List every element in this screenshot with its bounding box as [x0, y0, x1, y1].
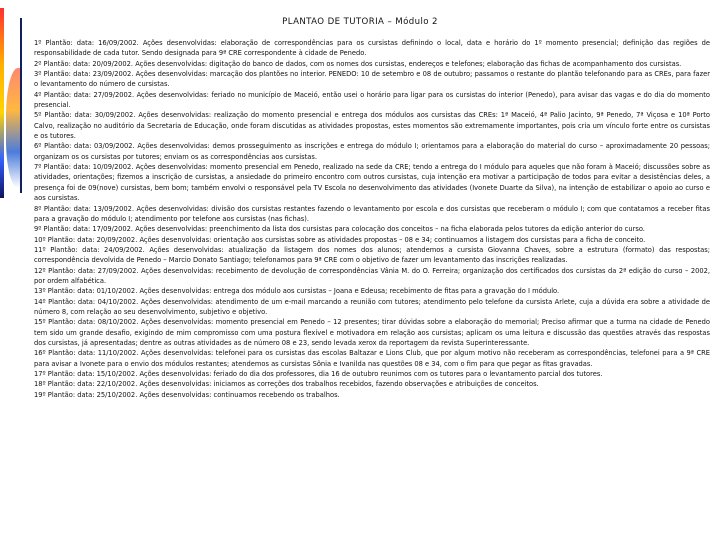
entry-2: 2º Plantão: data: 20/09/2002. Ações desenvolvidas: digitação do banco de dados, com os nomes dos cursistas, endereços e telefones; elaboração das fichas de acompanhamento dos cursistas. — [34, 59, 682, 68]
entry-6: 6º Plantão: data: 03/09/2002. Ações desenvolvidas: demos prosseguimento as inscrições e entrega do módulo I; orientamos para a elaboração do material do curso – aproximadamente 20 pessoas; organizam os os cursistas por tutores; enviam os as correspondências aos cursistas. — [34, 142, 710, 161]
entry-14: 14º Plantão: data: 04/10/2002. Ações desenvolvidas: atendimento de um e-mail marcando a reunião com tutores; atendimento pelo telefone da cursista Arlete, cuja a dúvida era sobre a atividade de número 8, com relação ao seu desenvolvimento, subjetivo e objetivo. — [34, 297, 710, 316]
entry-17: 17º Plantão: data: 15/10/2002. Ações desenvolvidas: feriado do dia dos professores, dia 16 de outubro reunimos com os tutores para o levantamento parcial dos tutores. — [34, 370, 603, 378]
entry-11: 11º Plantão: data: 24/09/2002. Ações desenvolvidas: atualização da listagem dos nomes dos alunos; atendemos a cursista Giovanna Chaves, sobre a estrutura (formato) das respostas; correspondência devolvida de Penedo – Marcio Donato Santiago; telefonamos para 9ª CRE com o objetivo de fazer um levantamento das inscrições realizadas. — [34, 245, 710, 265]
entry-9: 9º Plantão: data: 17/09/2002. Ações desenvolvidas: preenchimento da lista dos cursistas para colocação dos conceitos – na ficha elaborada pelos tutores da edição anterior do curso. — [34, 225, 645, 234]
entry-7: 7º Plantão: data: 10/09/2002. Ações desenvolvidas: momento presencial em Penedo, realizado na sede da CRE; tendo a entrega do I módulo para aqueles que não foram à Maceió; discussões sobre as atividades, orientações; fizemos a inscrição de cursistas, a ansiedade do primeiro encontro com outros cursistas, cuja intenção era motivar a participação de todos para evitar a desistências deles, a presença foi de 09(nove) cursistas, bem bom; também envolvi o responsável pela TV Escola no desenvolvimento das atividades (Ivonete Duarte da Silva), na intenção de estabilizar o apoio ao curso e aos cursistas. — [34, 163, 710, 203]
logo-color-bar — [0, 8, 4, 198]
entry-12: 12º Plantão: data: 27/09/2002. Ações desenvolvidas: recebimento de devolução de correspondências Vânia M. do O. Ferreira; organização dos certificados dos cursistas da 2ª edição do curso – 2002, por ordem alfabética. — [34, 266, 710, 285]
logo-line — [20, 18, 22, 193]
entry-8: 8º Plantão: data: 13/09/2002. Ações desenvolvidas: divisão dos cursistas restantes fazendo o levantamento por escola e dos cursistas que receberam o módulo I; com que contatamos a receber fitas para a gravação do módulo I; atendimento por telefone aos cursistas (nas fichas). — [34, 204, 710, 223]
entry-16: 16º Plantão: data: 11/10/2002. Ações desenvolvidas: telefonei para os cursistas das escolas Baltazar e Lions Club, que por algum motivo não receberam as correspondências, telefonei para a 9ª CRE para avisar a Ivonete para o envio dos módulos restantes; atendemos as cursistas Sônia e Ivanilda nas questões 08 e 34, com o fim para que pegar as fitas gravadas. — [34, 349, 710, 368]
entry-5: 5º Plantão: data: 30/09/2002. Ações desenvolvidas: realização do momento presencial e entrega dos módulos aos cursistas das CREs: 1ª Maceió, 4ª Palio Jacinto, 9ª Penedo, 7ª Viçosa e 10ª Porto Calvo, realização no auditório da Secretaria de Educação, onde foram discutidas as atividades propostas, estes momentos são extremamente importantes, pois cria um vínculo forte entre os cursistas e os tutores. — [34, 111, 710, 141]
entry-10: 10º Plantão: data: 20/09/2002. Ações desenvolvidas: orientação aos cursistas sobre as atividades propostas – 08 e 34; continuamos a listagem dos cursistas para a ficha de conceito. — [34, 235, 646, 244]
entry-18: 18º Plantão: data: 22/10/2002. Ações desenvolvidas: iniciamos as correções dos trabalhos recebidos, fazendo observações e atribuições de conceitos. — [34, 380, 539, 389]
entry-1: 1º Plantão: data: 16/09/2002. Ações desenvolvidas: elaboração de correspondências para os cursistas definindo o local, data e horário do 1º momento presencial; definição das regiões de responsabilidade de cada tutor. Sendo designada para 9ª CRE correspondente à cidade de Penedo. — [34, 39, 710, 58]
page-title: PLANTAO DE TUTORIA – Módulo 2 — [282, 17, 438, 27]
entry-3: 3º Plantão: data: 23/09/2002. Ações desenvolvidas: marcação dos plantões no interior. PENEDO: 10 de setembro e 08 de outubro; passamos o restante do plantão telefonando para as CREs, para fazer o levantamento do número de cursistas. — [34, 70, 710, 89]
entry-4: 4º Plantão: data: 27/09/2002. Ações desenvolvidas: feriado no município de Maceió, então usei o horário para ligar para os cursistas do interior (Penedo), para avisar das vagas e do dia do momento presencial. — [34, 90, 710, 110]
institution-logo — [0, 8, 22, 198]
entry-13: 13º Plantão: data: 01/10/2002. Ações desenvolvidas: entrega dos módulo aos cursistas – Joana e Edeusa; recebimento de fitas para a gravação do I módulo. — [34, 287, 560, 296]
entry-19: 19º Plantão: data: 25/10/2002. Ações desenvolvidas: continuamos recebendo os trabalhos. — [34, 390, 340, 399]
entry-15: 15º Plantão: data: 08/10/2002. Ações desenvolvidas: momento presencial em Penedo – 12 presentes; tirar dúvidas sobre a elaboração do memorial; Preciso afirmar que a turma na cidade de Penedo tem sido um grande desafio, exigindo de mim compromisso com uma postura flexível e motivadora em relação aos cursistas; aplicam os uma leitura e discussão das questões através das respostas dos cursistas, já apresentadas; dentre as outras atividades as de número 08 e 23, sendo levada xerox da reportagem da revista Superinteressante. — [34, 318, 710, 347]
report-body — [34, 38, 710, 400]
